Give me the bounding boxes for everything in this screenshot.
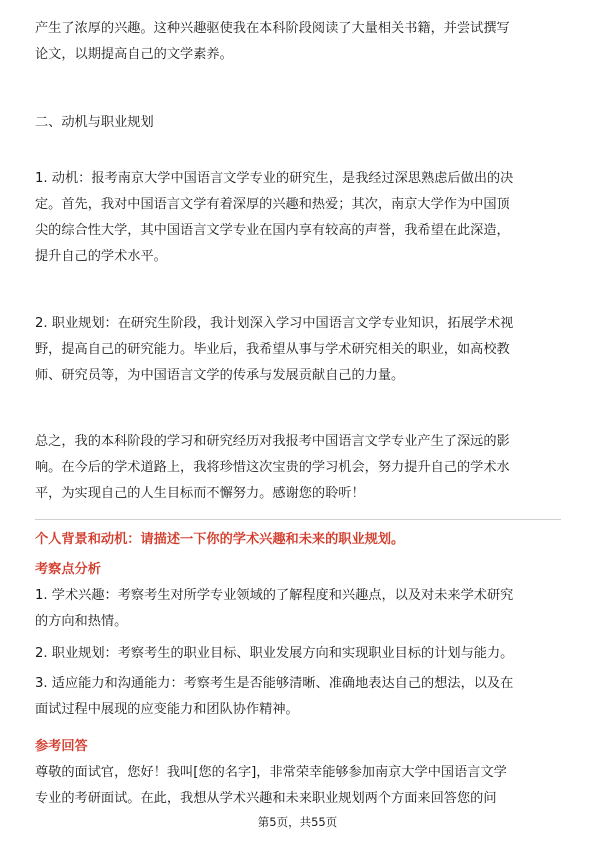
text-line: 尊敬的面试官，您好！我叫[您的名字]，非常荣幸能够参加南京大学中国语言文学 <box>35 765 507 780</box>
text-line: 尖的综合性大学，其中国语言文学专业在国内享有较高的声誉，我希望在此深造， <box>35 223 510 238</box>
question-title: 个人背景和动机：请描述一下你的学术兴趣和未来的职业规划。 <box>35 532 405 547</box>
text-line: 的方向和热情。 <box>35 614 128 629</box>
section-heading: 二、动机与职业规划 <box>35 115 154 130</box>
text-line: 2. 职业规划：考察考生的职业目标、职业发展方向和实现职业目标的计划与能力。 <box>35 646 514 661</box>
text-line: 专业的考研面试。在此，我想从学术兴趣和未来职业规划两个方面来回答您的问 <box>35 791 497 806</box>
text-line: 总之，我的本科阶段的学习和研究经历对我报考中国语言文学专业产生了深远的影 <box>35 434 510 449</box>
text-line: 论文，以期提高自己的文学素养。 <box>35 47 233 62</box>
divider <box>35 519 561 520</box>
text-line: 响。在今后的学术道路上，我将珍惜这次宝贵的学习机会，努力提升自己的学术水 <box>35 460 510 475</box>
analysis-point-3 <box>35 671 561 723</box>
text-line: 1. 动机：报考南京大学中国语言文学专业的研究生，是我经过深思熟虑后做出的决 <box>35 171 514 186</box>
text-line: 1. 学术兴趣：考察考生对所学专业领域的了解程度和兴趣点，以及对未来学术研究 <box>35 588 514 603</box>
summary-paragraph <box>35 429 561 507</box>
text-line: 野，提高自己的研究能力。毕业后，我希望从事与学术研究相关的职业，如高校教 <box>35 342 510 357</box>
page-footer: 第5页，共55页 <box>257 815 338 829</box>
text-line: 提升自己的学术水平。 <box>35 249 167 264</box>
text-line: 定。首先，我对中国语言文学有着深厚的兴趣和热爱；其次，南京大学作为中国顶 <box>35 197 510 212</box>
text-line: 师、研究员等，为中国语言文学的传承与发展贡献自己的力量。 <box>35 368 405 383</box>
analysis-point-1 <box>35 583 561 635</box>
text-line: 3. 适应能力和沟通能力：考察考生是否能够清晰、准确地表达自己的想法，以及在 <box>35 676 514 691</box>
text-line: 产生了浓厚的兴趣。这种兴趣驱使我在本科阶段阅读了大量相关书籍，并尝试撰写 <box>35 21 510 36</box>
reference-heading: 参考回答 <box>35 739 88 754</box>
career-paragraph <box>35 311 561 389</box>
reference-paragraph <box>35 760 561 812</box>
text-line: 2. 职业规划：在研究生阶段，我计划深入学习中国语言文学专业知识，拓展学术视 <box>35 316 514 331</box>
analysis-point-2 <box>35 641 561 667</box>
text-line: 平，为实现自己的人生目标而不懈努力。感谢您的聆听！ <box>35 486 365 501</box>
analysis-heading: 考察点分析 <box>35 562 101 577</box>
intro-paragraph <box>35 16 561 68</box>
text-line: 面试过程中展现的应变能力和团队协作精神。 <box>35 702 299 717</box>
motivation-paragraph <box>35 166 561 270</box>
